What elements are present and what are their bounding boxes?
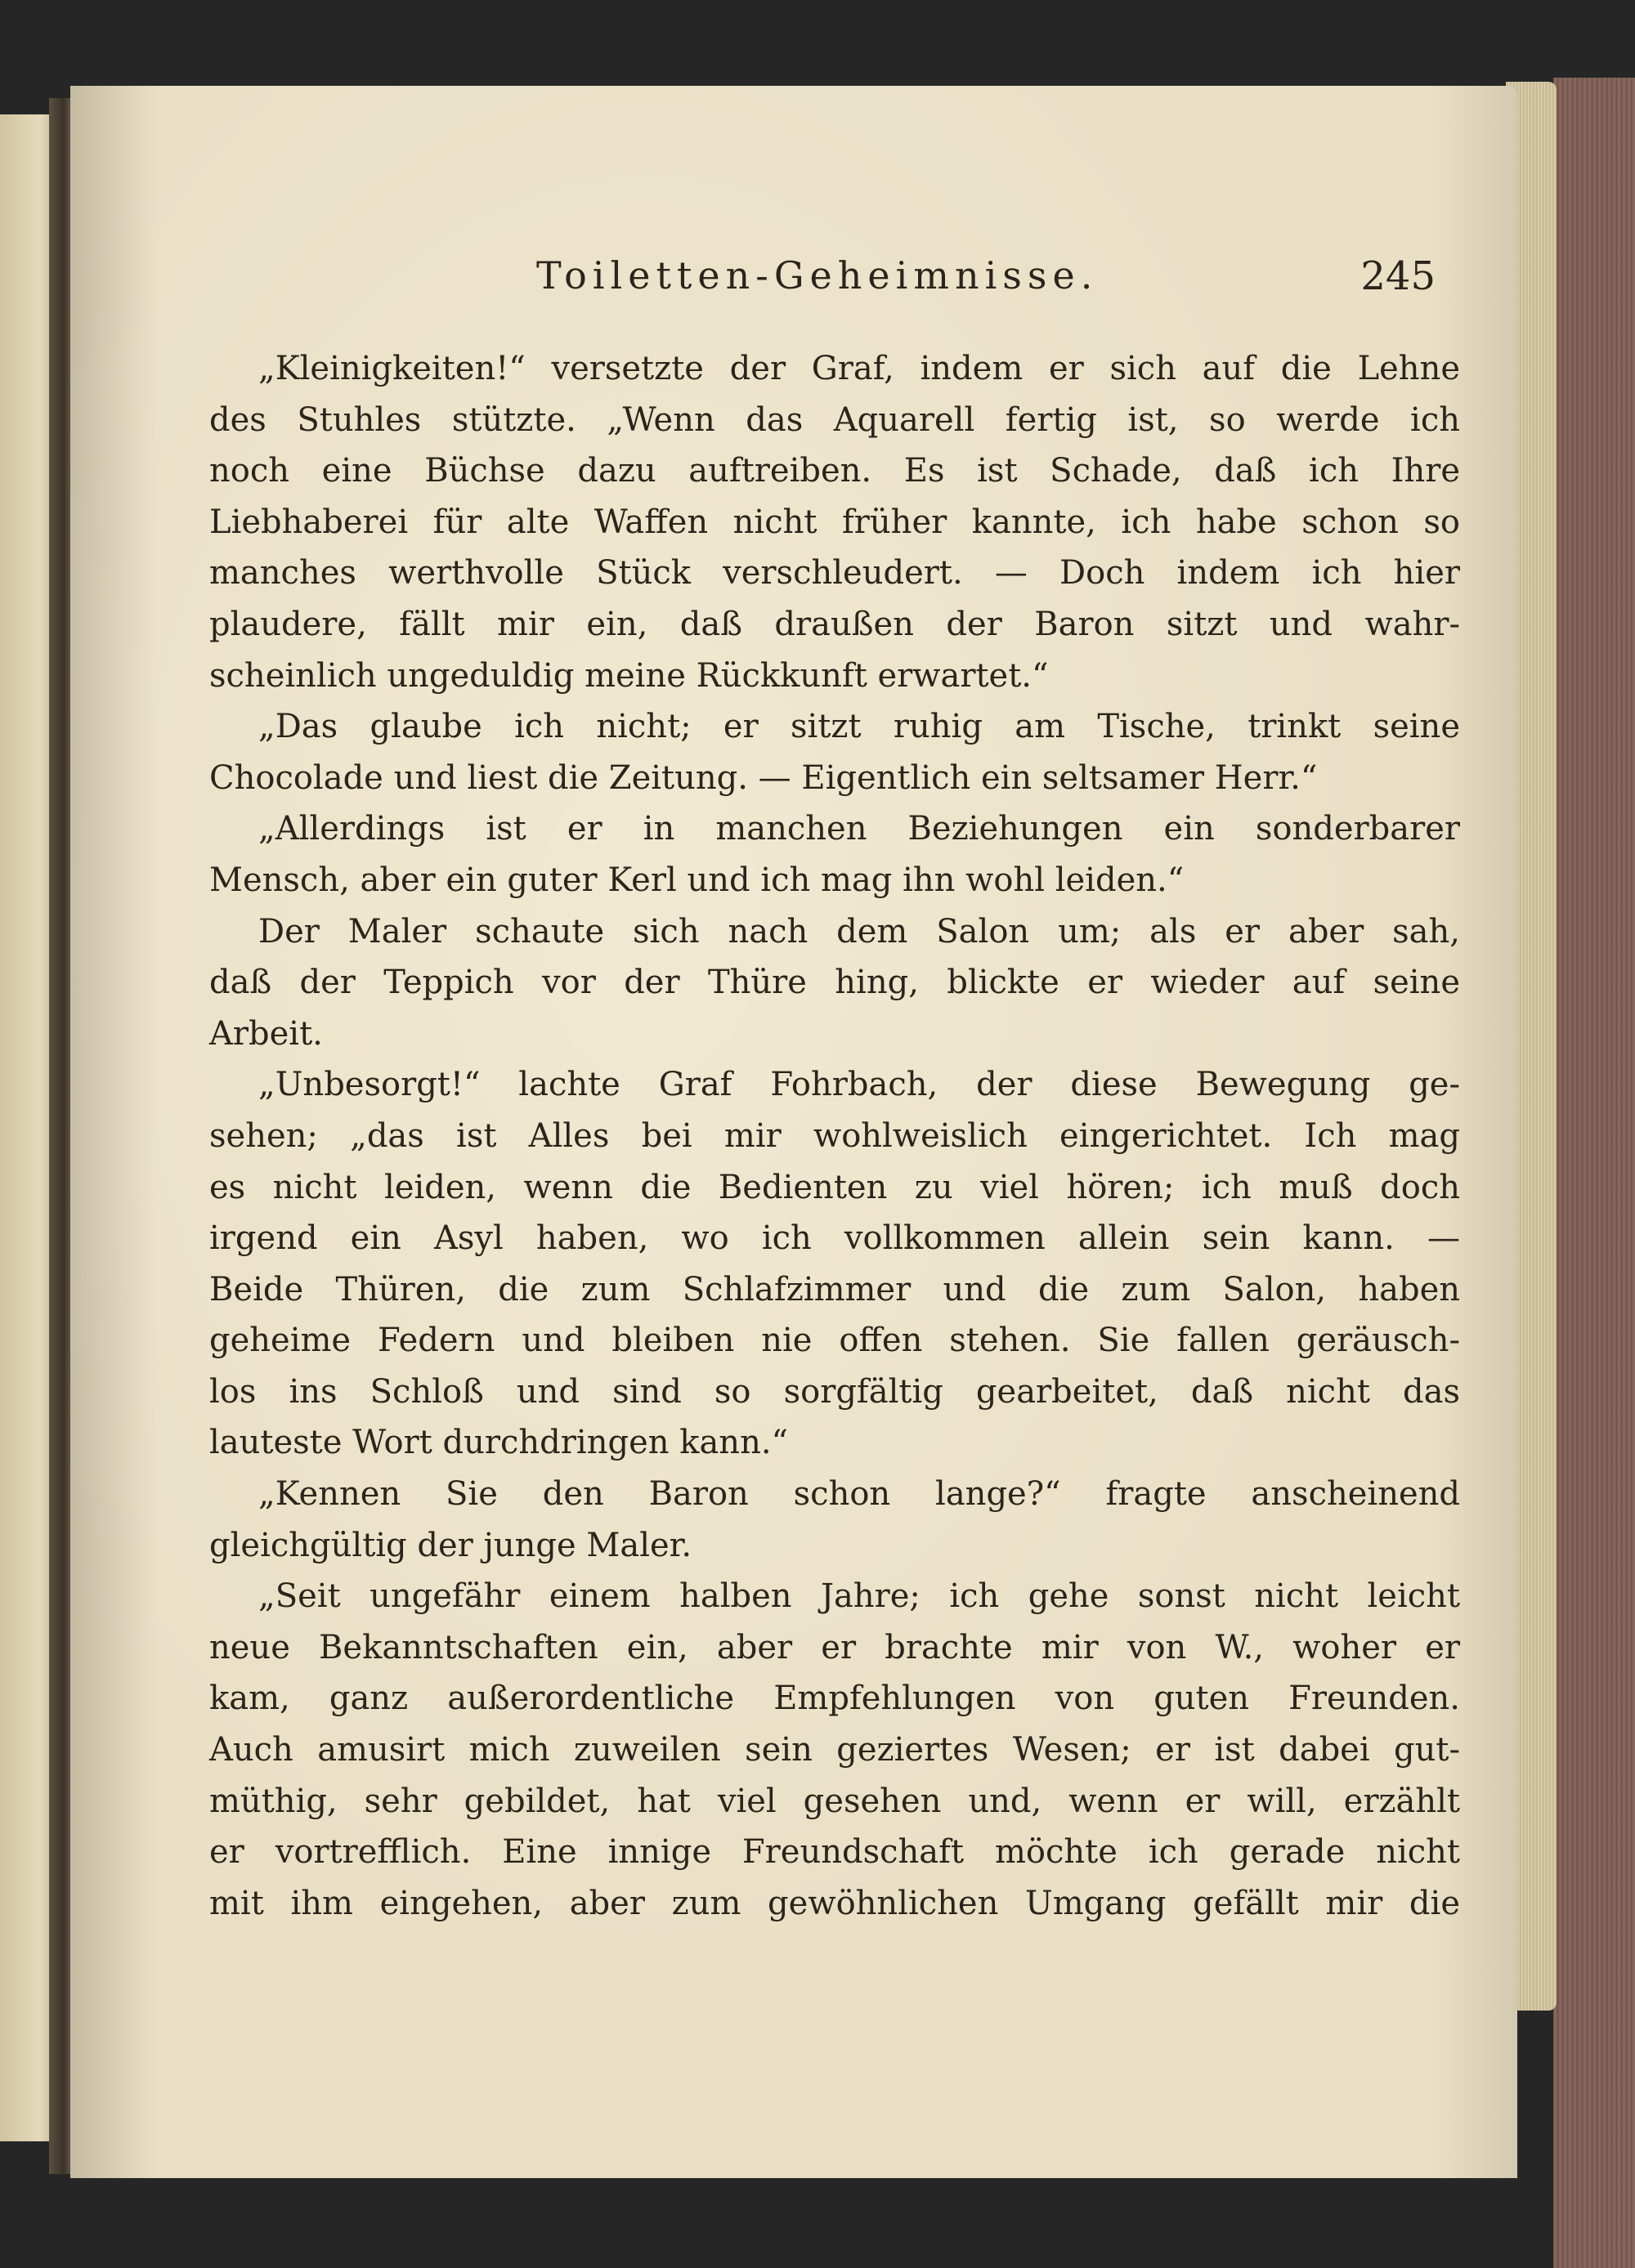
page-number: 245 bbox=[1360, 253, 1436, 299]
text-line: daß der Teppich vor der Thüre hing, blickte er wieder auf seine bbox=[209, 964, 1460, 1002]
text-line: lauteste Wort durchdringen kann.“ bbox=[209, 1424, 788, 1462]
text-line: „Unbesorgt!“ lachte Graf Fohrbach, der diese Bewegung ge- bbox=[258, 1066, 1460, 1104]
text-line: „Das glaube ich nicht; er sitzt ruhig am Tische, trinkt seine bbox=[258, 708, 1460, 746]
text-line: plaudere, fällt mir ein, daß draußen der Baron sitzt und wahr- bbox=[209, 605, 1460, 643]
text-line: geheime Federn und bleiben nie offen stehen. Sie fallen geräusch- bbox=[209, 1322, 1460, 1360]
text-line: er vortrefflich. Eine innige Freundschaft möchte ich gerade nicht bbox=[209, 1833, 1460, 1872]
text-line: scheinlich ungeduldig meine Rückkunft erwartet.“ bbox=[209, 656, 1049, 695]
text-line: „Allerdings ist er in manchen Beziehungen ein sonderbarer bbox=[258, 810, 1460, 848]
text-line: Liebhaberei für alte Waffen nicht früher kannte, ich habe schon so bbox=[209, 503, 1460, 541]
text-line: Der Maler schaute sich nach dem Salon um; als er aber sah, bbox=[258, 912, 1460, 951]
text-line: Mensch, aber ein guter Kerl und ich mag ihn wohl leiden.“ bbox=[209, 861, 1185, 899]
text-line: neue Bekanntschaften ein, aber er brachte mir von W., woher er bbox=[209, 1628, 1460, 1666]
running-title: Toiletten-Geheimnisse. bbox=[536, 253, 1099, 297]
text-line: gleichgültig der junge Maler. bbox=[209, 1526, 692, 1564]
text-line: „Seit ungefähr einem halben Jahre; ich gehe sonst nicht leicht bbox=[258, 1577, 1460, 1616]
text-line: sehen; „das ist Alles bei mir wohlweislich eingerichtet. Ich mag bbox=[209, 1116, 1460, 1155]
text-line: Arbeit. bbox=[209, 1014, 323, 1053]
text-line: es nicht leiden, wenn die Bedienten zu viel hören; ich muß doch bbox=[209, 1168, 1460, 1206]
text-line: noch eine Büchse dazu auftreiben. Es ist Schade, daß ich Ihre bbox=[209, 452, 1460, 490]
text-line: Auch amusirt mich zuweilen sein geziertes Wesen; er ist dabei gut- bbox=[209, 1731, 1460, 1769]
text-line: manches werthvolle Stück verschleudert. — Doch indem ich hier bbox=[209, 554, 1460, 593]
text-line: „Kennen Sie den Baron schon lange?“ fragte anscheinend bbox=[258, 1475, 1460, 1514]
running-head bbox=[70, 253, 1517, 319]
body-text bbox=[209, 343, 1460, 1929]
text-line: Beide Thüren, die zum Schlafzimmer und die zum Salon, haben bbox=[209, 1270, 1460, 1308]
text-line: „Kleinigkeiten!“ versetzte der Graf, indem er sich auf die Lehne bbox=[258, 350, 1460, 387]
text-line: los ins Schloß und sind so sorgfältig gearbeitet, daß nicht das bbox=[209, 1372, 1460, 1411]
book-cover-edge bbox=[1553, 78, 1635, 2268]
text-line: Chocolade und liest die Zeitung. — Eigentlich ein seltsamer Herr.“ bbox=[209, 758, 1318, 797]
text-line: kam, ganz außerordentliche Empfehlungen von guten Freunden. bbox=[209, 1680, 1460, 1718]
text-line: mit ihm eingehen, aber zum gewöhnlichen Umgang gefällt mir die bbox=[209, 1884, 1460, 1922]
book-page bbox=[70, 86, 1517, 2178]
text-line: des Stuhles stützte. „Wenn das Aquarell fertig ist, so werde ich bbox=[209, 400, 1460, 439]
text-line: müthig, sehr gebildet, hat viel gesehen und, wenn er will, erzählt bbox=[209, 1782, 1460, 1820]
text-line: irgend ein Asyl haben, wo ich vollkommen allein sein kann. — bbox=[209, 1219, 1460, 1258]
